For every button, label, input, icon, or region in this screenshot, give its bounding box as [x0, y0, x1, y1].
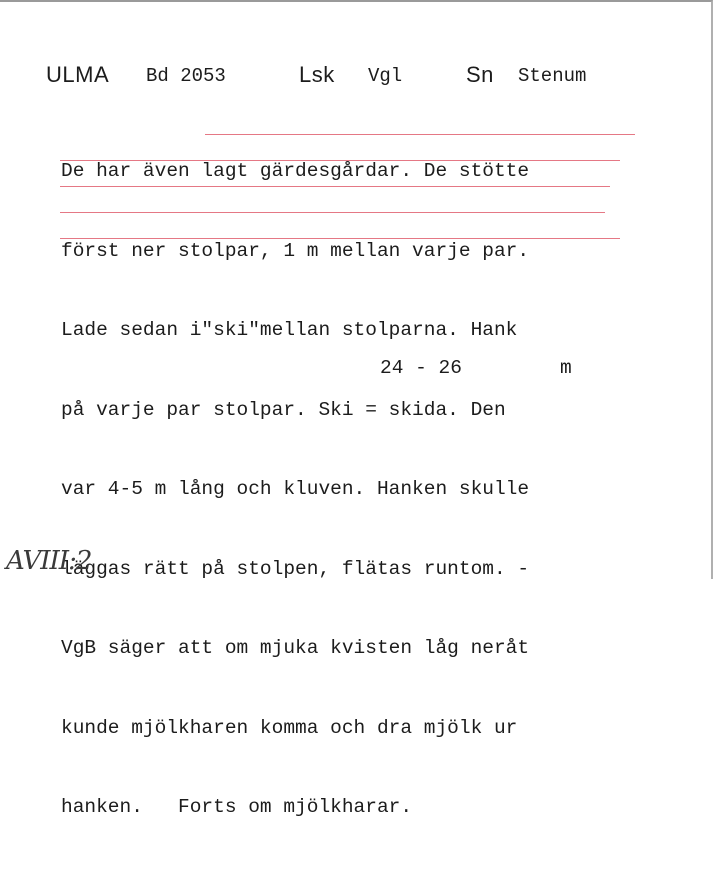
card-header — [0, 62, 713, 92]
page-range: 24 - 26 — [380, 357, 462, 379]
text-line: kunde mjölkharen komma och dra mjölk ur — [61, 716, 518, 739]
landscape-label: Lsk — [299, 62, 335, 87]
handwritten-signum: AVIII:2 — [6, 546, 92, 576]
text-line: läggas rätt på stolpen, flätas runtom. - — [61, 557, 530, 580]
parish-value: Stenum — [518, 65, 587, 87]
parish-label: Sn — [466, 62, 494, 87]
text-line: först ner stolpar, 1 m mellan varje par. — [61, 239, 530, 262]
volume-number: Bd 2053 — [146, 65, 226, 87]
landscape-value: Vgl — [368, 65, 403, 87]
page-suffix: m — [560, 357, 572, 379]
text-line: VgB säger att om mjuka kvisten låg neråt — [61, 637, 530, 659]
text-line: De har även lagt gärdesgårdar. De stötte — [61, 160, 530, 182]
text-line: var 4-5 m lång och kluven. Hanken skulle — [61, 478, 530, 500]
text-line: Lade sedan i"ski"mellan stolparna. Hank — [61, 319, 518, 341]
card-body-text — [61, 105, 661, 874]
archive-code: ULMA — [46, 62, 110, 87]
text-line: hanken. Forts om mjölkharar. — [61, 796, 413, 818]
text-line: på varje par stolpar. Ski = skida. Den — [61, 398, 506, 421]
